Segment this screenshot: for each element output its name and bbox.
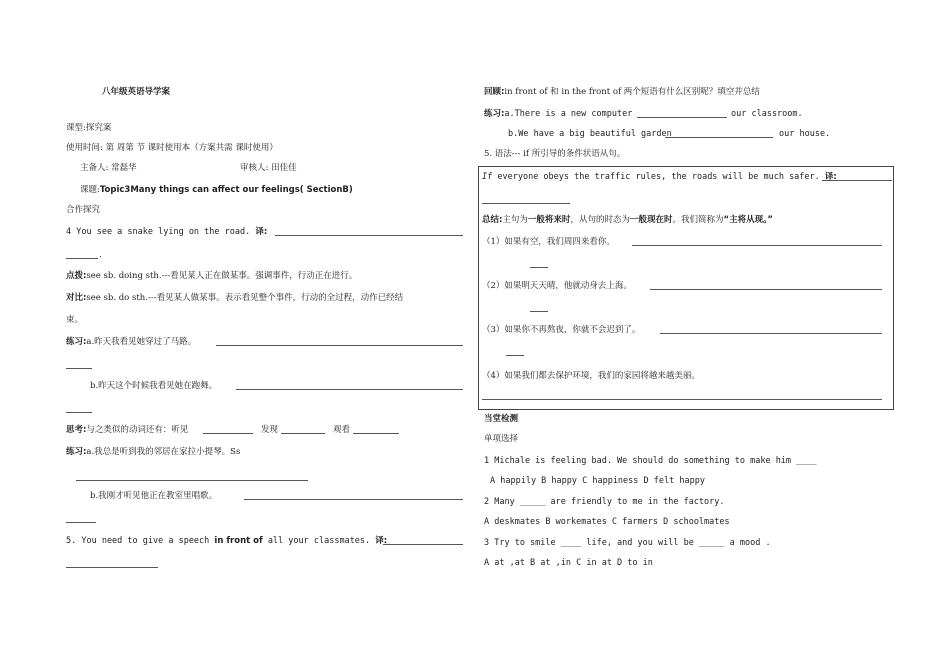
practice2-b-blank-2[interactable]: [66, 513, 96, 523]
think-blank-watch[interactable]: [353, 424, 399, 434]
choice-heading: 单项选择: [484, 434, 519, 444]
question-2: 2 Many _____ are friendly to me in the factory.: [484, 497, 725, 507]
question-2-options: A deskmates B workemates C farmers D schoolmates: [484, 517, 730, 527]
item4-dot: .: [99, 250, 102, 260]
review-practice-b-end: our house.: [779, 129, 831, 139]
check-heading: 当堂检测: [484, 414, 519, 424]
point-note: 点拨:see sb. doing sth.---看见某人正在做某事。强调事件，行动正在进行。: [66, 271, 358, 281]
preparer: 主备人: 常磊华: [80, 163, 137, 173]
exercise-2: （2）如果明天天晴，他就动身去上海。: [482, 281, 632, 291]
exercise-3-blank-2[interactable]: [506, 346, 524, 356]
section-heading: 合作探究: [66, 205, 101, 215]
review-practice-a: 练习:a.There is a new computer: [484, 109, 633, 119]
reviewer: 审核人: 田佳佳: [240, 163, 297, 173]
review-practice-a-end: our classroom.: [731, 109, 803, 119]
practice2-a: 练习:a.我总是听到我的邻居在家拉小提琴。Ss: [66, 447, 241, 457]
think-blank-hear[interactable]: [203, 424, 253, 434]
practice-a-blank[interactable]: [216, 336, 463, 346]
use-time: 使用时间: 第 周第 节 课时使用本（方案共需 课时使用）: [66, 143, 278, 153]
topic-value: Topic3Many things can affect our feelings( SectionB): [99, 185, 353, 195]
exercise-1-blank-2[interactable]: [530, 258, 548, 268]
contrast-note: 对比:see sb. do sth.---看见某人做某事。表示看见整个事件，行动的全过程，动作已经结: [66, 293, 404, 303]
review-practice-b: b.We have a big beautiful garden: [508, 129, 672, 139]
review-practice-a-blank[interactable]: [637, 108, 727, 118]
practice2-b-blank[interactable]: [244, 490, 463, 500]
review-practice-b-blank[interactable]: [665, 128, 773, 138]
exercise-1: （1）如果有空，我们周四来看你。: [482, 237, 615, 247]
practice2-b: b.我刚才听见他正在教室里唱歌。: [90, 491, 218, 501]
exercise-4-blank[interactable]: [482, 390, 882, 400]
box-example: If everyone obeys the traffic rules, the roads will be much safer. 译:: [482, 172, 837, 182]
exercise-3: （3）如果你不再熬夜，你就不会迟到了。: [482, 325, 641, 335]
doc-title: 八年级英语导学案: [102, 87, 171, 97]
practice-b: b.昨天这个时候我看见她在跑舞。: [90, 381, 218, 391]
question-1: 1 Michale is feeling bad. We should do something to make him ____: [484, 456, 817, 466]
item4-blank[interactable]: [275, 226, 463, 236]
exercise-4: （4）如果我们都去保护环境，我们的家园将越来越美丽。: [482, 371, 700, 381]
practice-b-blank[interactable]: [236, 380, 463, 390]
item5-blank-2[interactable]: [66, 558, 158, 568]
contrast-note-end: 束。: [66, 315, 84, 325]
think-blank-find[interactable]: [281, 424, 325, 434]
item5-sentence: 5. You need to give a speech in front of all your classmates. 译:: [66, 536, 388, 546]
think-line: 思考:与之类似的动词还有：听见: [66, 425, 189, 435]
think-watch: 观看: [333, 425, 351, 435]
question-1-options: A happily B happy C happiness D felt happy: [490, 476, 705, 486]
box-example-blank-2[interactable]: [482, 194, 570, 204]
topic-label: 课题:: [80, 185, 100, 195]
grammar-heading: 5. 语法--- if 所引导的条件状语从句。: [484, 149, 626, 159]
practice-a-blank-2[interactable]: [66, 359, 92, 369]
exercise-2-blank[interactable]: [650, 280, 882, 290]
item4-sentence: 4 You see a snake lying on the road. 译:: [66, 227, 268, 237]
topic-line: [80, 184, 353, 196]
item5-blank[interactable]: [383, 535, 463, 545]
practice-b-blank-2[interactable]: [66, 403, 92, 413]
course-type: 课型:探究案: [66, 123, 112, 133]
question-3-options: A at ,at B at ,in C in at D to in: [484, 558, 653, 568]
practice2-a-blank[interactable]: [76, 471, 308, 481]
think-find: 发现: [261, 425, 279, 435]
item4-blank-2[interactable]: [66, 249, 98, 259]
box-example-blank[interactable]: [822, 171, 892, 181]
question-3: 3 Try to smile ____ life, and you will be _____ a mood .: [484, 538, 771, 548]
exercise-1-blank[interactable]: [632, 236, 882, 246]
practice-a: 练习:a.昨天我看见她穿过了马路。: [66, 337, 197, 347]
exercise-3-blank[interactable]: [660, 324, 882, 334]
summary-line: 总结:主句为一般将来时，从句的时态为一般现在时。我们简称为“主将从现。”: [482, 215, 773, 225]
exercise-2-blank-2[interactable]: [530, 302, 548, 312]
review-line: 回顾:in front of 和 in the front of 两个短语有什么区别呢？填空并总结: [484, 87, 760, 97]
